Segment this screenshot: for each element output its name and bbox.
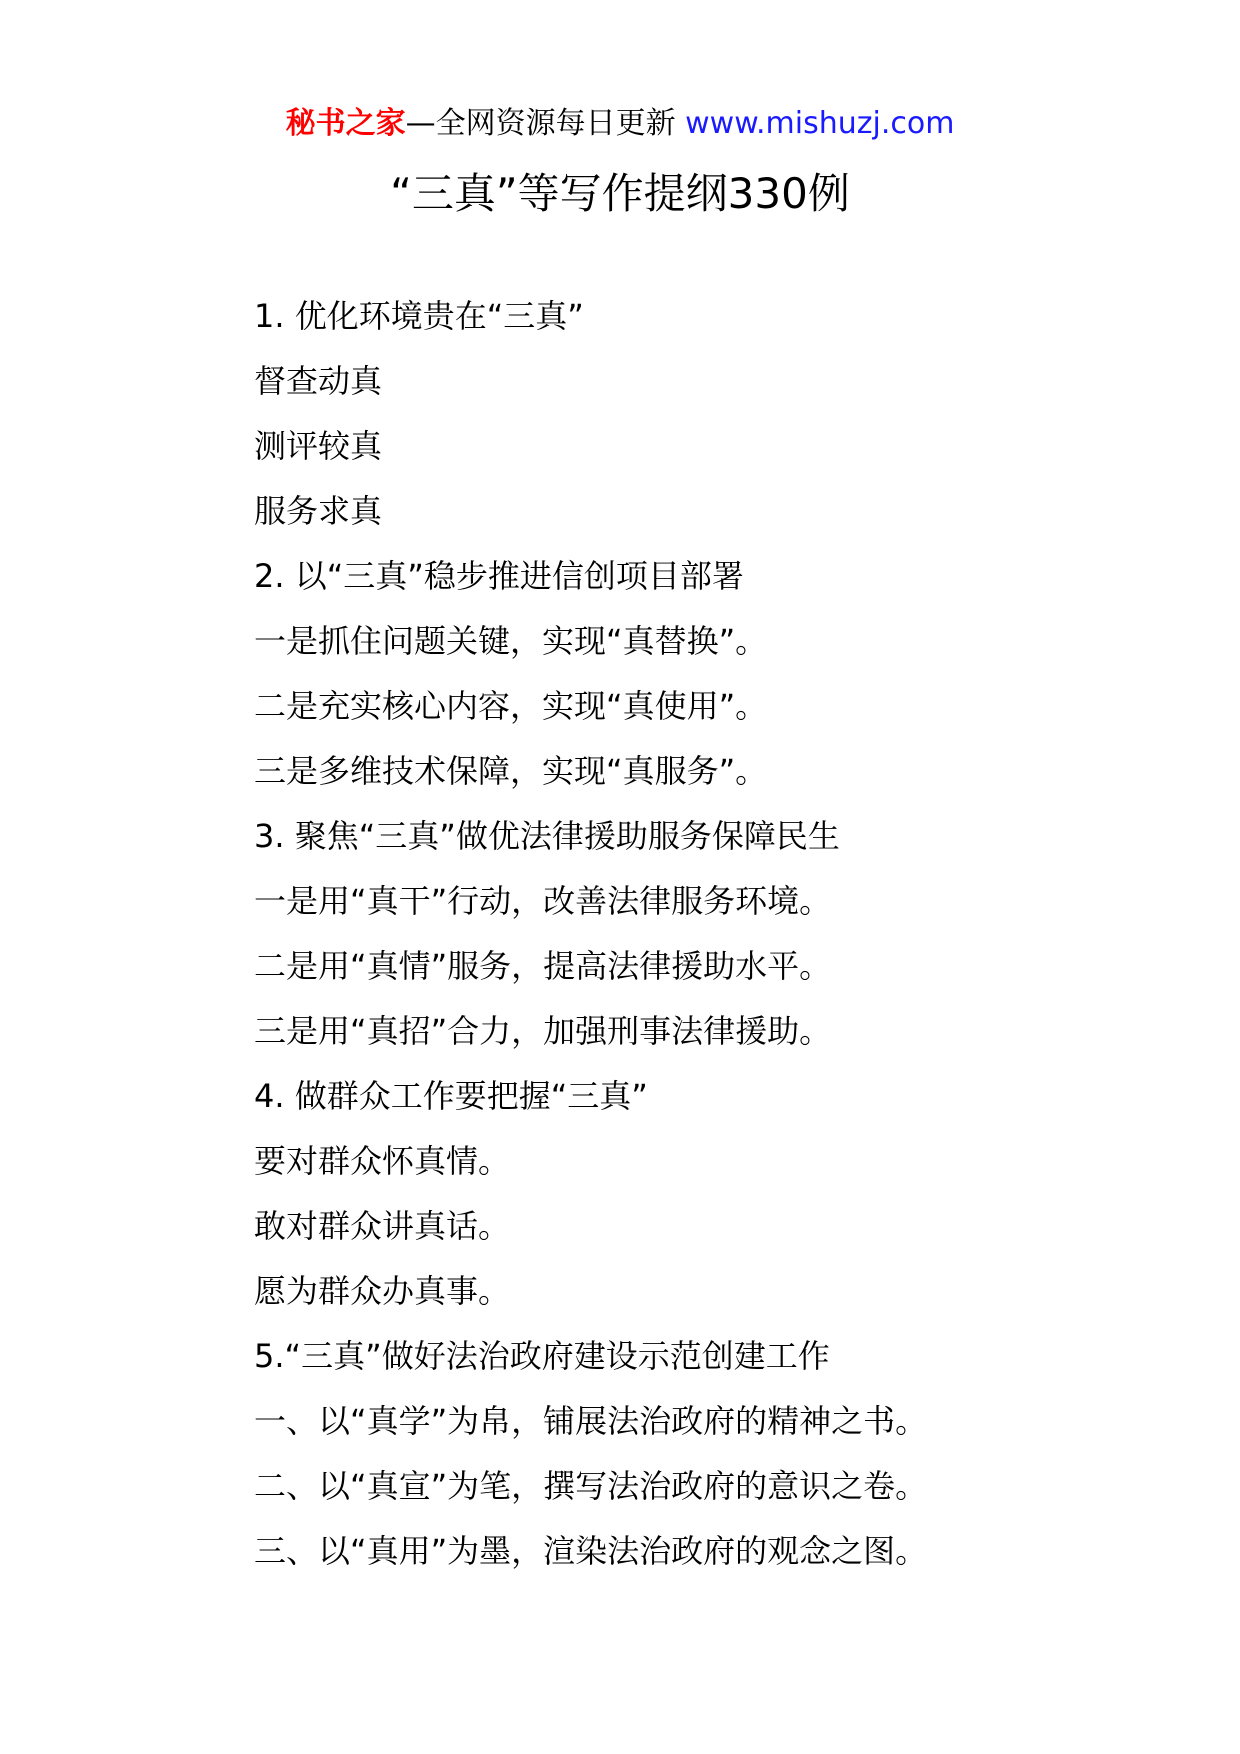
outline-item: 愿为群众办真事。	[254, 1272, 511, 1310]
outline-item: 二、以“真宣”为笔，撰写法治政府的意识之卷。	[254, 1467, 928, 1505]
outline-list	[254, 294, 1214, 1594]
outline-heading-2: 2. 以“三真”稳步推进信创项目部署	[254, 557, 744, 595]
header-slogan: —全网资源每日更新	[405, 106, 686, 141]
outline-item: 二是充实核心内容，实现“真使用”。	[254, 687, 768, 725]
outline-item: 三是用“真招”合力，加强刑事法律援助。	[254, 1012, 832, 1050]
brand-name: 秘书之家	[285, 106, 406, 141]
outline-heading-4: 4. 做群众工作要把握“三真”	[254, 1077, 648, 1115]
outline-item: 一是抓住问题关键，实现“真替换”。	[254, 622, 768, 660]
outline-heading-1: 1. 优化环境贵在“三真”	[254, 297, 584, 335]
site-url-link[interactable]: www.mishuzj.com	[685, 106, 955, 141]
outline-item: 三是多维技术保障，实现“真服务”。	[254, 752, 768, 790]
outline-item: 三、以“真用”为墨，渲染法治政府的观念之图。	[254, 1532, 928, 1570]
outline-item: 督查动真	[254, 362, 383, 400]
outline-item: 一是用“真干”行动，改善法律服务环境。	[254, 882, 832, 920]
outline-heading-3: 3. 聚焦“三真”做优法律援助服务保障民生	[254, 817, 840, 855]
outline-heading-5: 5.“三真”做好法治政府建设示范创建工作	[254, 1337, 830, 1375]
outline-item: 测评较真	[254, 427, 383, 465]
document-title: “三真”等写作提纲330例	[390, 169, 850, 218]
outline-item: 要对群众怀真情。	[254, 1142, 511, 1180]
outline-item: 一、以“真学”为帛，铺展法治政府的精神之书。	[254, 1402, 928, 1440]
site-header	[0, 102, 1240, 146]
outline-item: 二是用“真情”服务，提高法律援助水平。	[254, 947, 832, 985]
outline-item: 敢对群众讲真话。	[254, 1207, 511, 1245]
outline-item: 服务求真	[254, 492, 383, 530]
